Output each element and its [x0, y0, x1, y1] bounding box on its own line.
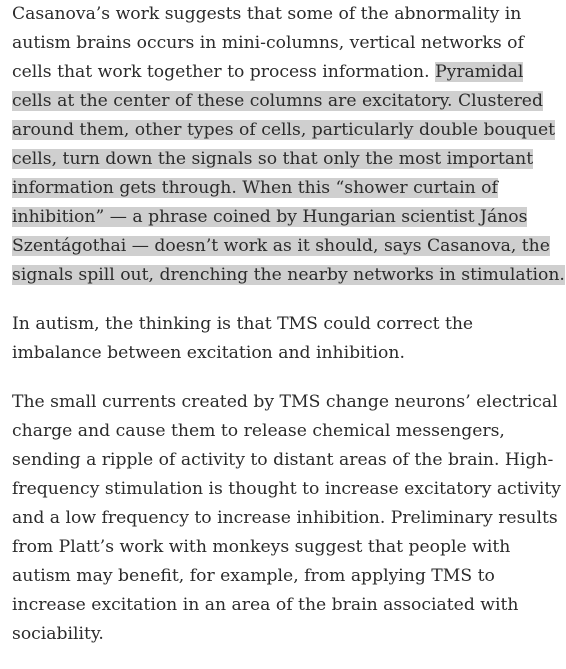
paragraph-text: Casanova’s work suggests that some of the abnormality in autism brains occurs in mini-columns, vertical networks of cells that work together to process information. [12, 4, 524, 82]
highlighted-selection[interactable]: Pyramidal cells at the center of these columns are excitatory. Clustered around them, other types of cells, particularly double bouquet cells, turn down the signals so that only the most important information gets through. When this “shower curtain of inhibition” — a phrase coined by Hungarian scientist János Szentágothai — doesn’t work as it should, says Casanova, the signals spill out, drenching the nearby networks in stimulation. [12, 62, 565, 285]
paragraph-mini-columns [12, 0, 566, 290]
article-body [12, 0, 566, 669]
paragraph-tms-currents: The small currents created by TMS change neurons’ electrical charge and cause them to release chemical messengers, sending a ripple of activity to distant areas of the brain. High-frequency stimulation is thought to increase excitatory activity and a low frequency to increase inhibition. Preliminary results from Platt’s work with monkeys suggest that people with autism may benefit, for example, from applying TMS to increase excitation in an area of the brain associated with sociability. [12, 392, 561, 644]
paragraph-tms-imbalance: In autism, the thinking is that TMS could correct the imbalance between excitation and inhibition. [12, 314, 474, 363]
